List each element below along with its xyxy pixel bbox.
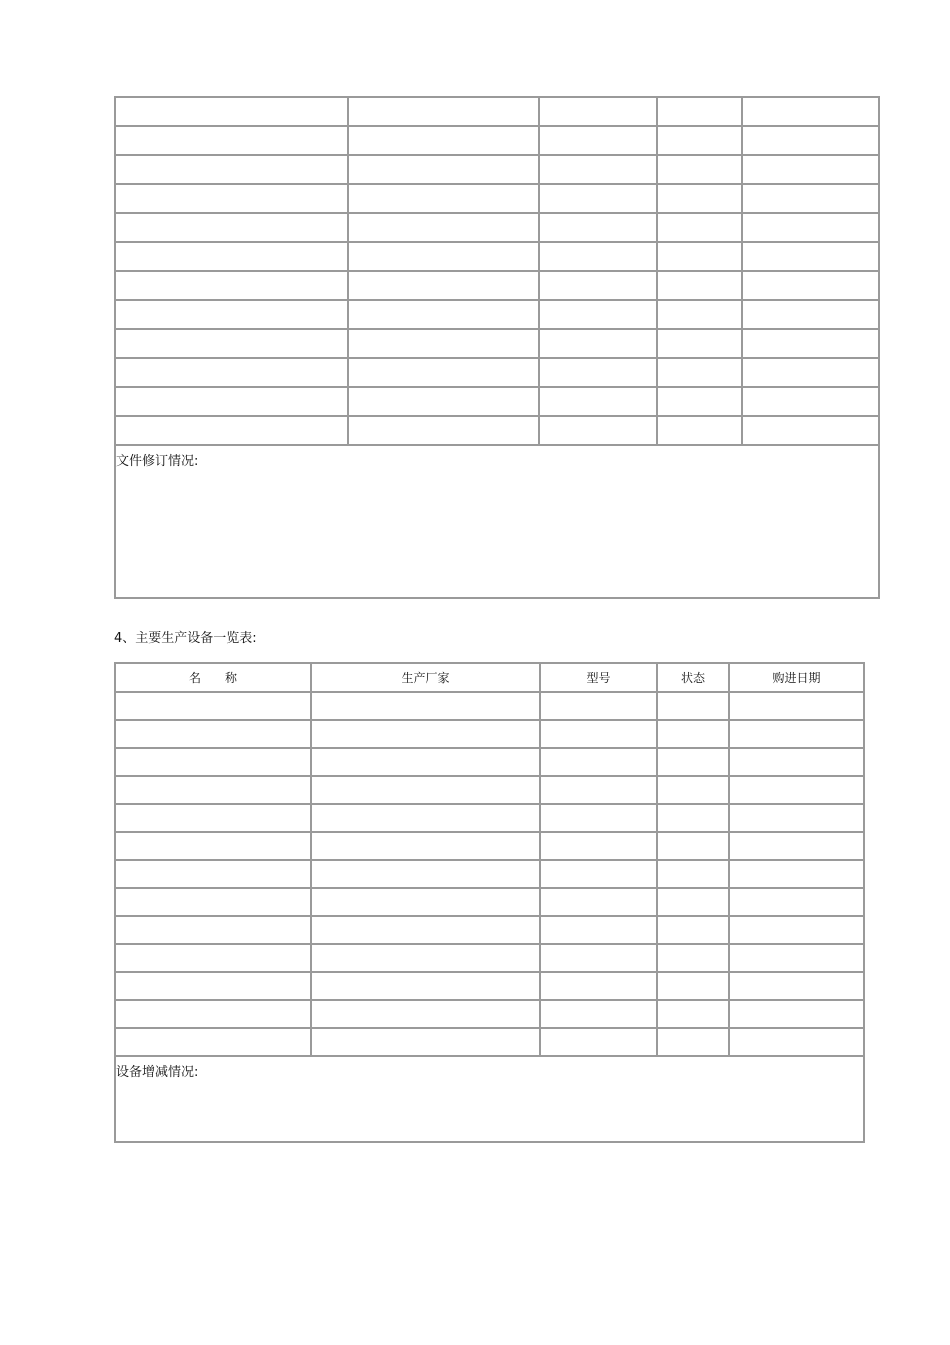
table-cell[interactable]	[540, 301, 658, 330]
cell-manufacturer[interactable]	[312, 945, 541, 973]
table-cell[interactable]	[743, 214, 880, 243]
table-cell[interactable]	[349, 156, 540, 185]
header-purchase-date: 购进日期	[730, 664, 865, 693]
equipment-table	[114, 662, 865, 1143]
table-cell[interactable]	[540, 127, 658, 156]
cell-model[interactable]	[541, 1029, 658, 1057]
cell-model[interactable]	[541, 1001, 658, 1029]
cell-manufacturer[interactable]	[312, 973, 541, 1001]
cell-name[interactable]	[116, 833, 312, 861]
cell-name[interactable]	[116, 693, 312, 721]
cell-status[interactable]	[658, 889, 730, 917]
cell-manufacturer[interactable]	[312, 1029, 541, 1057]
table-cell[interactable]	[349, 243, 540, 272]
cell-manufacturer[interactable]	[312, 721, 541, 749]
table-cell[interactable]	[540, 272, 658, 301]
cell-purchase-date[interactable]	[730, 749, 865, 777]
table-row	[116, 185, 880, 214]
cell-status[interactable]	[658, 805, 730, 833]
header-model: 型号	[541, 664, 658, 693]
table-row	[116, 330, 880, 359]
revision-note-row	[116, 446, 880, 599]
header-status: 状态	[658, 664, 730, 693]
cell-name[interactable]	[116, 1001, 312, 1029]
table-cell[interactable]	[116, 272, 349, 301]
cell-manufacturer[interactable]	[312, 1001, 541, 1029]
table-cell[interactable]	[743, 359, 880, 388]
cell-name[interactable]	[116, 749, 312, 777]
equipment-change-note-cell[interactable]	[116, 1057, 865, 1143]
cell-status[interactable]	[658, 945, 730, 973]
cell-model[interactable]	[541, 833, 658, 861]
cell-manufacturer[interactable]	[312, 693, 541, 721]
table-cell[interactable]	[658, 388, 743, 417]
cell-purchase-date[interactable]	[730, 861, 865, 889]
table-row	[116, 833, 865, 861]
table-cell[interactable]	[116, 214, 349, 243]
table-row	[116, 973, 865, 1001]
cell-name[interactable]	[116, 973, 312, 1001]
section-heading-equipment-list: 4、主要生产设备一览表:	[114, 631, 257, 646]
table-cell[interactable]	[743, 156, 880, 185]
revision-note-label: 文件修订情况:	[116, 454, 199, 469]
table-cell[interactable]	[116, 330, 349, 359]
cell-name[interactable]	[116, 889, 312, 917]
table-row	[116, 861, 865, 889]
table-row	[116, 243, 880, 272]
cell-manufacturer[interactable]	[312, 805, 541, 833]
document-revision-table	[114, 96, 880, 599]
cell-purchase-date[interactable]	[730, 973, 865, 1001]
revision-note-cell[interactable]	[116, 446, 880, 599]
table-row	[116, 889, 865, 917]
header-manufacturer: 生产厂家	[312, 664, 541, 693]
table-row	[116, 359, 880, 388]
table-row	[116, 777, 865, 805]
header-name: 名 称	[116, 664, 312, 693]
table-cell[interactable]	[743, 388, 880, 417]
table-cell[interactable]	[658, 359, 743, 388]
cell-manufacturer[interactable]	[312, 749, 541, 777]
table-cell[interactable]	[349, 388, 540, 417]
table-cell[interactable]	[658, 272, 743, 301]
table-row	[116, 805, 865, 833]
table-cell[interactable]	[743, 272, 880, 301]
cell-model[interactable]	[541, 917, 658, 945]
cell-model[interactable]	[541, 973, 658, 1001]
table-cell[interactable]	[540, 214, 658, 243]
equipment-table-body	[116, 664, 865, 1143]
cell-purchase-date[interactable]	[730, 721, 865, 749]
table-row	[116, 98, 880, 127]
table-row	[116, 388, 880, 417]
table-cell[interactable]	[349, 417, 540, 446]
cell-name[interactable]	[116, 1029, 312, 1057]
table-cell[interactable]	[116, 417, 349, 446]
table-cell[interactable]	[743, 330, 880, 359]
table-row	[116, 272, 880, 301]
cell-name[interactable]	[116, 777, 312, 805]
table-row	[116, 721, 865, 749]
table-cell[interactable]	[540, 243, 658, 272]
table-cell[interactable]	[658, 127, 743, 156]
table-cell[interactable]	[349, 330, 540, 359]
table-cell[interactable]	[658, 330, 743, 359]
table-cell[interactable]	[116, 301, 349, 330]
table-cell[interactable]	[743, 127, 880, 156]
table-cell[interactable]	[658, 156, 743, 185]
cell-status[interactable]	[658, 777, 730, 805]
table-cell[interactable]	[743, 243, 880, 272]
table-cell[interactable]	[658, 98, 743, 127]
table-row	[116, 917, 865, 945]
cell-status[interactable]	[658, 917, 730, 945]
cell-status[interactable]	[658, 721, 730, 749]
cell-model[interactable]	[541, 945, 658, 973]
cell-name[interactable]	[116, 945, 312, 973]
cell-manufacturer[interactable]	[312, 861, 541, 889]
table-cell[interactable]	[540, 185, 658, 214]
cell-status[interactable]	[658, 861, 730, 889]
table-row	[116, 301, 880, 330]
cell-name[interactable]	[116, 721, 312, 749]
table-cell[interactable]	[540, 330, 658, 359]
table-row	[116, 156, 880, 185]
table-cell[interactable]	[349, 185, 540, 214]
table-cell[interactable]	[349, 127, 540, 156]
table-cell[interactable]	[116, 243, 349, 272]
table-cell[interactable]	[116, 156, 349, 185]
table-cell[interactable]	[116, 359, 349, 388]
equipment-header-row	[116, 664, 865, 693]
equipment-change-note-row	[116, 1057, 865, 1143]
cell-model[interactable]	[541, 889, 658, 917]
cell-name[interactable]	[116, 917, 312, 945]
cell-purchase-date[interactable]	[730, 1029, 865, 1057]
cell-purchase-date[interactable]	[730, 945, 865, 973]
table-row	[116, 417, 880, 446]
cell-manufacturer[interactable]	[312, 917, 541, 945]
table-row	[116, 749, 865, 777]
table-cell[interactable]	[658, 417, 743, 446]
cell-model[interactable]	[541, 777, 658, 805]
table-cell[interactable]	[743, 98, 880, 127]
cell-model[interactable]	[541, 749, 658, 777]
cell-name[interactable]	[116, 805, 312, 833]
cell-status[interactable]	[658, 1001, 730, 1029]
cell-manufacturer[interactable]	[312, 833, 541, 861]
table-cell[interactable]	[116, 388, 349, 417]
cell-model[interactable]	[541, 861, 658, 889]
table-row	[116, 945, 865, 973]
cell-model[interactable]	[541, 693, 658, 721]
table-cell[interactable]	[658, 185, 743, 214]
cell-manufacturer[interactable]	[312, 889, 541, 917]
table-cell[interactable]	[540, 359, 658, 388]
cell-purchase-date[interactable]	[730, 1001, 865, 1029]
table-cell[interactable]	[349, 301, 540, 330]
cell-name[interactable]	[116, 861, 312, 889]
table-cell[interactable]	[658, 301, 743, 330]
cell-purchase-date[interactable]	[730, 833, 865, 861]
cell-purchase-date[interactable]	[730, 777, 865, 805]
document-revision-table-body	[116, 98, 880, 599]
cell-status[interactable]	[658, 833, 730, 861]
table-row	[116, 214, 880, 243]
cell-model[interactable]	[541, 721, 658, 749]
table-cell[interactable]	[540, 388, 658, 417]
table-cell[interactable]	[349, 272, 540, 301]
table-cell[interactable]	[349, 359, 540, 388]
cell-status[interactable]	[658, 1029, 730, 1057]
table-cell[interactable]	[116, 185, 349, 214]
cell-model[interactable]	[541, 805, 658, 833]
cell-purchase-date[interactable]	[730, 693, 865, 721]
cell-purchase-date[interactable]	[730, 889, 865, 917]
table-row	[116, 1029, 865, 1057]
equipment-change-note-label: 设备增减情况:	[116, 1065, 199, 1080]
cell-manufacturer[interactable]	[312, 777, 541, 805]
table-cell[interactable]	[540, 156, 658, 185]
cell-status[interactable]	[658, 749, 730, 777]
table-cell[interactable]	[540, 417, 658, 446]
table-cell[interactable]	[116, 127, 349, 156]
table-row	[116, 1001, 865, 1029]
table-cell[interactable]	[658, 214, 743, 243]
cell-purchase-date[interactable]	[730, 805, 865, 833]
table-row	[116, 127, 880, 156]
table-cell[interactable]	[743, 301, 880, 330]
cell-status[interactable]	[658, 973, 730, 1001]
table-row	[116, 693, 865, 721]
table-cell[interactable]	[540, 98, 658, 127]
cell-status[interactable]	[658, 693, 730, 721]
table-cell[interactable]	[743, 185, 880, 214]
table-cell[interactable]	[349, 214, 540, 243]
table-cell[interactable]	[743, 417, 880, 446]
cell-purchase-date[interactable]	[730, 917, 865, 945]
table-cell[interactable]	[349, 98, 540, 127]
table-cell[interactable]	[116, 98, 349, 127]
table-cell[interactable]	[658, 243, 743, 272]
